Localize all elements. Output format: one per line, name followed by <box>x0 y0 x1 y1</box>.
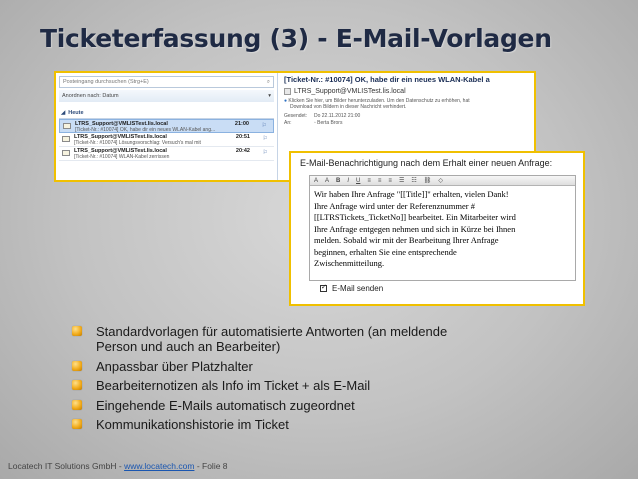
feature-bullet-text: Anpassbar über Platzhalter <box>96 358 253 374</box>
slide-title: Ticketerfassung (3) - E-Mail-Vorlagen <box>40 24 552 53</box>
align-center-icon[interactable]: ≡ <box>377 177 382 184</box>
template-body-text[interactable] <box>310 186 575 281</box>
bullet-square-icon <box>72 400 82 410</box>
image-block-infobar[interactable] <box>284 98 534 110</box>
info-line-2: Download von Bildern in dieser Nachricht verhindert. <box>290 104 407 110</box>
collapse-triangle-icon: ◢ <box>61 110 66 116</box>
envelope-icon <box>62 136 70 142</box>
outlook-mail-list <box>56 73 278 180</box>
envelope-icon <box>62 150 70 156</box>
recipient-icon: ◦ <box>314 120 318 126</box>
flag-icon[interactable]: ⚐ <box>262 136 268 142</box>
mail-time: 20:42 <box>235 148 250 154</box>
mail-item[interactable] <box>59 119 274 133</box>
mail-sender: LTRS_Support@VMLISTest.lis.local <box>74 148 167 154</box>
feature-bullet-text: Bearbeiternotizen als Info im Ticket + als E-Mail <box>96 378 371 394</box>
template-body-line: [[LTRSTickets_TicketNo]] bearbeitet. Ein Mitarbeiter wird <box>314 212 516 222</box>
footer-suffix: - Folie 8 <box>194 461 228 471</box>
feature-bullet-list <box>72 324 447 437</box>
feature-bullet <box>72 359 447 374</box>
font-color-icon[interactable]: A <box>325 177 330 184</box>
template-body-line: Ihre Anfrage wird unter der Referenznummer # <box>314 200 475 211</box>
mail-subject: [Ticket-Nr.: #10074] Lösungsvorschlag: Versuch's mal mit <box>74 140 201 146</box>
bullet-list-icon[interactable]: ☰ <box>398 178 405 184</box>
mail-item[interactable] <box>59 133 274 147</box>
feature-bullet-text: Person und auch an Bearbeiter) <box>96 339 281 354</box>
email-template-panel <box>289 151 585 306</box>
reading-from-address[interactable]: LTRS_Support@VMLISTest.lis.local <box>294 88 406 95</box>
template-editor[interactable] <box>309 175 576 281</box>
outlook-sort-label: Anordnen nach: Datum <box>62 93 119 99</box>
to-label: An: <box>284 120 292 126</box>
mail-item[interactable] <box>59 147 274 161</box>
outlook-search-input[interactable] <box>59 76 274 88</box>
to-value <box>314 120 534 126</box>
mail-subject: [Ticket-Nr.: #10074] WLAN-Kabel zerrissen <box>74 154 170 160</box>
bullet-square-icon <box>72 380 82 390</box>
bold-icon[interactable]: B <box>336 177 341 184</box>
source-icon[interactable]: ◇ <box>438 178 443 184</box>
bullet-square-icon <box>72 361 82 371</box>
sent-value: Do 22.11.2012 21:00 <box>314 113 361 119</box>
flag-icon[interactable]: ⚐ <box>261 123 267 129</box>
underline-icon[interactable]: U <box>356 177 361 184</box>
feature-bullet-text: Kommunikationshistorie im Ticket <box>96 417 289 433</box>
sender-avatar-icon <box>284 88 291 95</box>
mail-sender: LTRS_Support@VMLISTest.lis.local <box>75 121 168 127</box>
footer-link[interactable]: www.locatech.com <box>124 461 195 471</box>
template-body-line: Zwischenmitteilung. <box>314 258 385 268</box>
info-line-1: Klicken Sie hier, um Bilder herunterzuladen. Um den Datenschutz zu erhöhen, hat <box>288 98 470 104</box>
align-right-icon[interactable]: ≡ <box>388 177 392 184</box>
mail-time: 20:51 <box>235 134 250 140</box>
send-email-label: E-Mail senden <box>332 284 384 293</box>
feature-bullet <box>72 417 447 432</box>
bullet-square-icon <box>72 419 82 429</box>
italic-icon[interactable]: I <box>347 177 350 184</box>
search-icon: ⌕ <box>266 78 270 85</box>
template-body-line: Ihre Anfrage entgegen nehmen und sich in Kürze bei Ihnen <box>314 223 516 234</box>
checkbox-checked-icon[interactable] <box>320 285 327 292</box>
mail-time: 21:00 <box>234 121 249 127</box>
sent-label: Gesendet: <box>284 113 308 119</box>
feature-bullet <box>72 378 447 393</box>
numbered-list-icon[interactable]: ☷ <box>411 178 417 184</box>
reading-subject: [Ticket-Nr.: #10074] OK, habe dir ein neues WLAN-Kabel a <box>284 75 490 84</box>
outlook-group-label: Heute <box>68 110 84 116</box>
mail-sender: LTRS_Support@VMLISTest.lis.local <box>74 134 167 140</box>
feature-bullet <box>72 324 447 354</box>
template-heading: E-Mail-Benachrichtigung nach dem Erhalt einer neuen Anfrage: <box>300 158 553 168</box>
feature-bullet-text: Eingehende E-Mails automatisch zugeordnet <box>96 397 355 413</box>
mail-subject: [Ticket-Nr.: #10074] OK, habe dir ein neues WLAN-Kabel ang... <box>75 127 216 133</box>
footer <box>8 461 228 471</box>
reading-meta <box>284 113 534 126</box>
template-body-line: Wir haben Ihre Anfrage "[[Title]]" erhalten, vielen Dank! <box>314 189 509 199</box>
mail-items <box>56 119 277 161</box>
send-email-checkbox[interactable] <box>320 284 383 293</box>
align-left-icon[interactable]: ≡ <box>367 177 371 184</box>
outlook-group-header[interactable] <box>59 108 274 119</box>
template-body-line: beginnen, erhalten Sie eine entsprechende <box>314 246 457 257</box>
feature-bullet-text: Standardvorlagen für automatisierte Antworten (an meldende <box>96 324 448 339</box>
outlook-sort-bar[interactable] <box>59 90 274 102</box>
feature-bullet <box>72 398 447 413</box>
to-name[interactable]: Berta Brors <box>317 120 343 126</box>
bullet-square-icon <box>72 326 82 336</box>
footer-prefix: Locatech IT Solutions GmbH - <box>8 461 125 471</box>
chevron-down-icon: ▾ <box>268 93 271 99</box>
editor-toolbar <box>310 176 575 186</box>
template-body-line: melden. Sobald wir mit der Bearbeitung Ihrer Anfrage <box>314 235 499 245</box>
outlook-search-placeholder: Posteingang durchsuchen (Strg+E) <box>63 79 149 85</box>
envelope-icon <box>63 123 71 129</box>
info-icon: ● <box>284 98 288 104</box>
reading-from <box>284 88 534 95</box>
link-icon[interactable]: ⛓ <box>423 178 432 184</box>
font-size-icon[interactable]: A <box>314 177 319 184</box>
flag-icon[interactable]: ⚐ <box>262 150 268 156</box>
